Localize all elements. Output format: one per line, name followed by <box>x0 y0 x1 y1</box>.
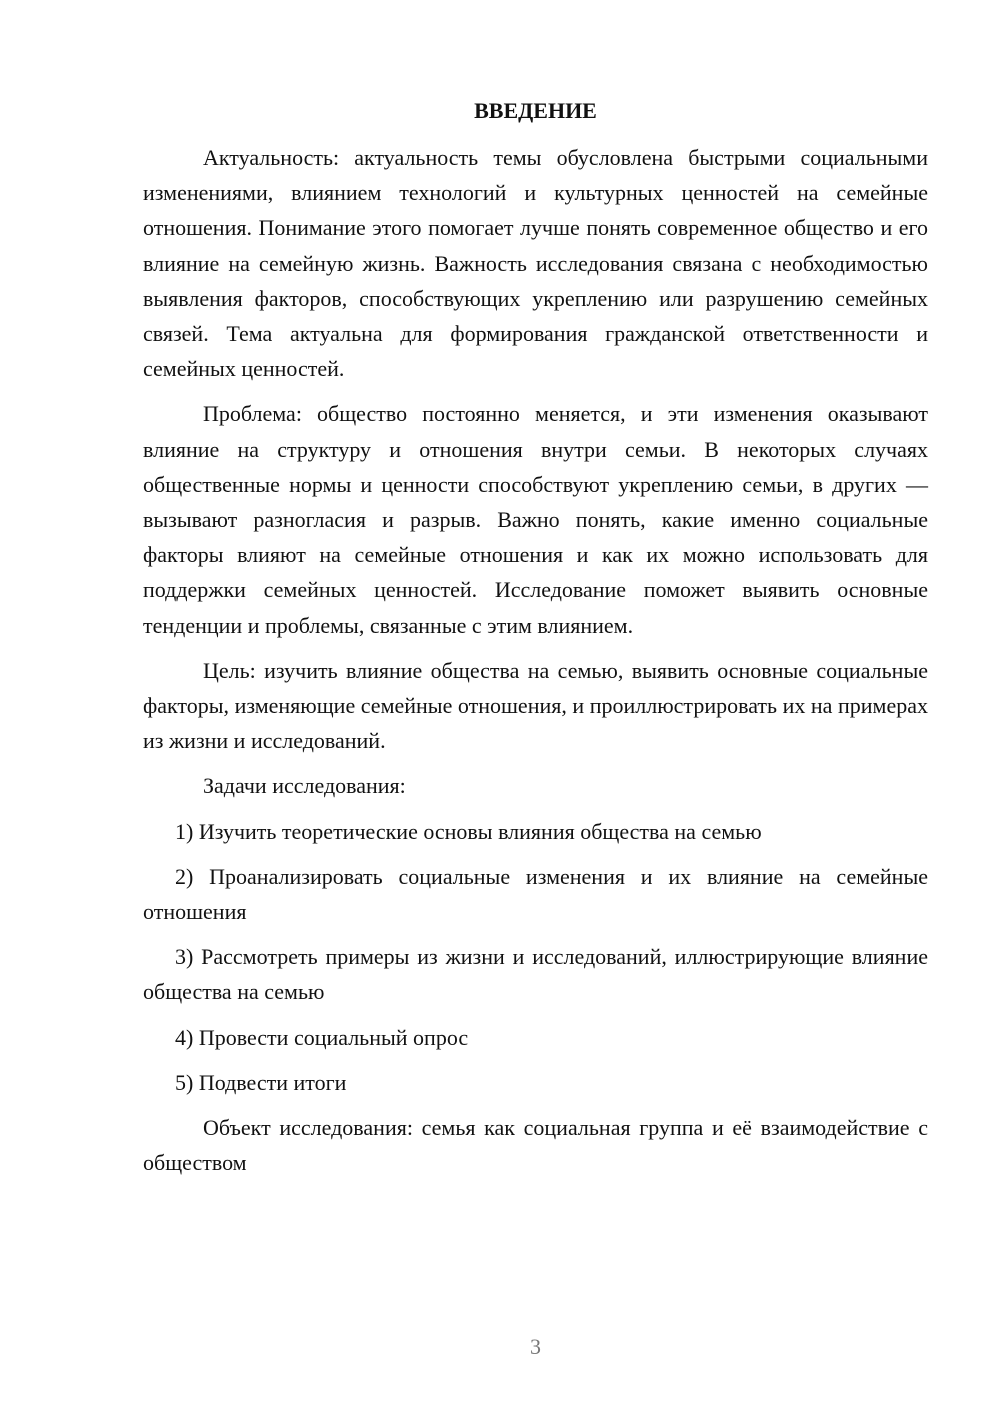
page-content <box>143 96 928 1190</box>
relevance-paragraph: Актуальность: актуальность темы обусловлена быстрыми социальными изменениями, влиянием технологий и культурных ценностей на семейные отношения. Понимание этого помогает лучше понять современное общество и его влияние на семейную жизнь. Важность исследования связана с необходимостью выявления факторов, способствующих укреплению или разрушению семейных связей. Тема актуальна для формирования гражданской ответственности и семейных ценностей. <box>143 145 928 382</box>
task-item: 4) Провести социальный опрос <box>175 1024 469 1050</box>
section-heading: ВВЕДЕНИЕ <box>474 98 597 123</box>
problem-paragraph: Проблема: общество постоянно меняется, и эти изменения оказывают влияние на структуру и отношения внутри семьи. В некоторых случаях общественные нормы и ценности способствуют укреплению семьи, в других — вызывают разногласия и разрыв. Важно понять, какие именно социальные факторы влияют на семейные отношения и как их можно использовать для поддержки семейных ценностей. Исследование поможет выявить основные тенденции и проблемы, связанные с этим влиянием. <box>143 401 928 638</box>
task-item: 3) Рассмотреть примеры из жизни и исследований, иллюстрирующие влияние общества на семью <box>143 944 928 1005</box>
goal-paragraph: Цель: изучить влияние общества на семью, выявить основные социальные факторы, изменяющие семейные отношения, и проиллюстрировать их на примерах из жизни и исследований. <box>143 657 928 754</box>
task-item: 5) Подвести итоги <box>175 1069 347 1095</box>
page-number: 3 <box>530 1334 541 1359</box>
task-item: 2) Проанализировать социальные изменения и их влияние на семейные отношения <box>143 863 928 925</box>
tasks-label: Задачи исследования: <box>203 773 406 799</box>
task-item: 1) Изучить теоретические основы влияния общества на семью <box>175 818 762 844</box>
object-paragraph: Объект исследования: семья как социальная группа и её взаимодействие с обществом <box>143 1115 928 1176</box>
